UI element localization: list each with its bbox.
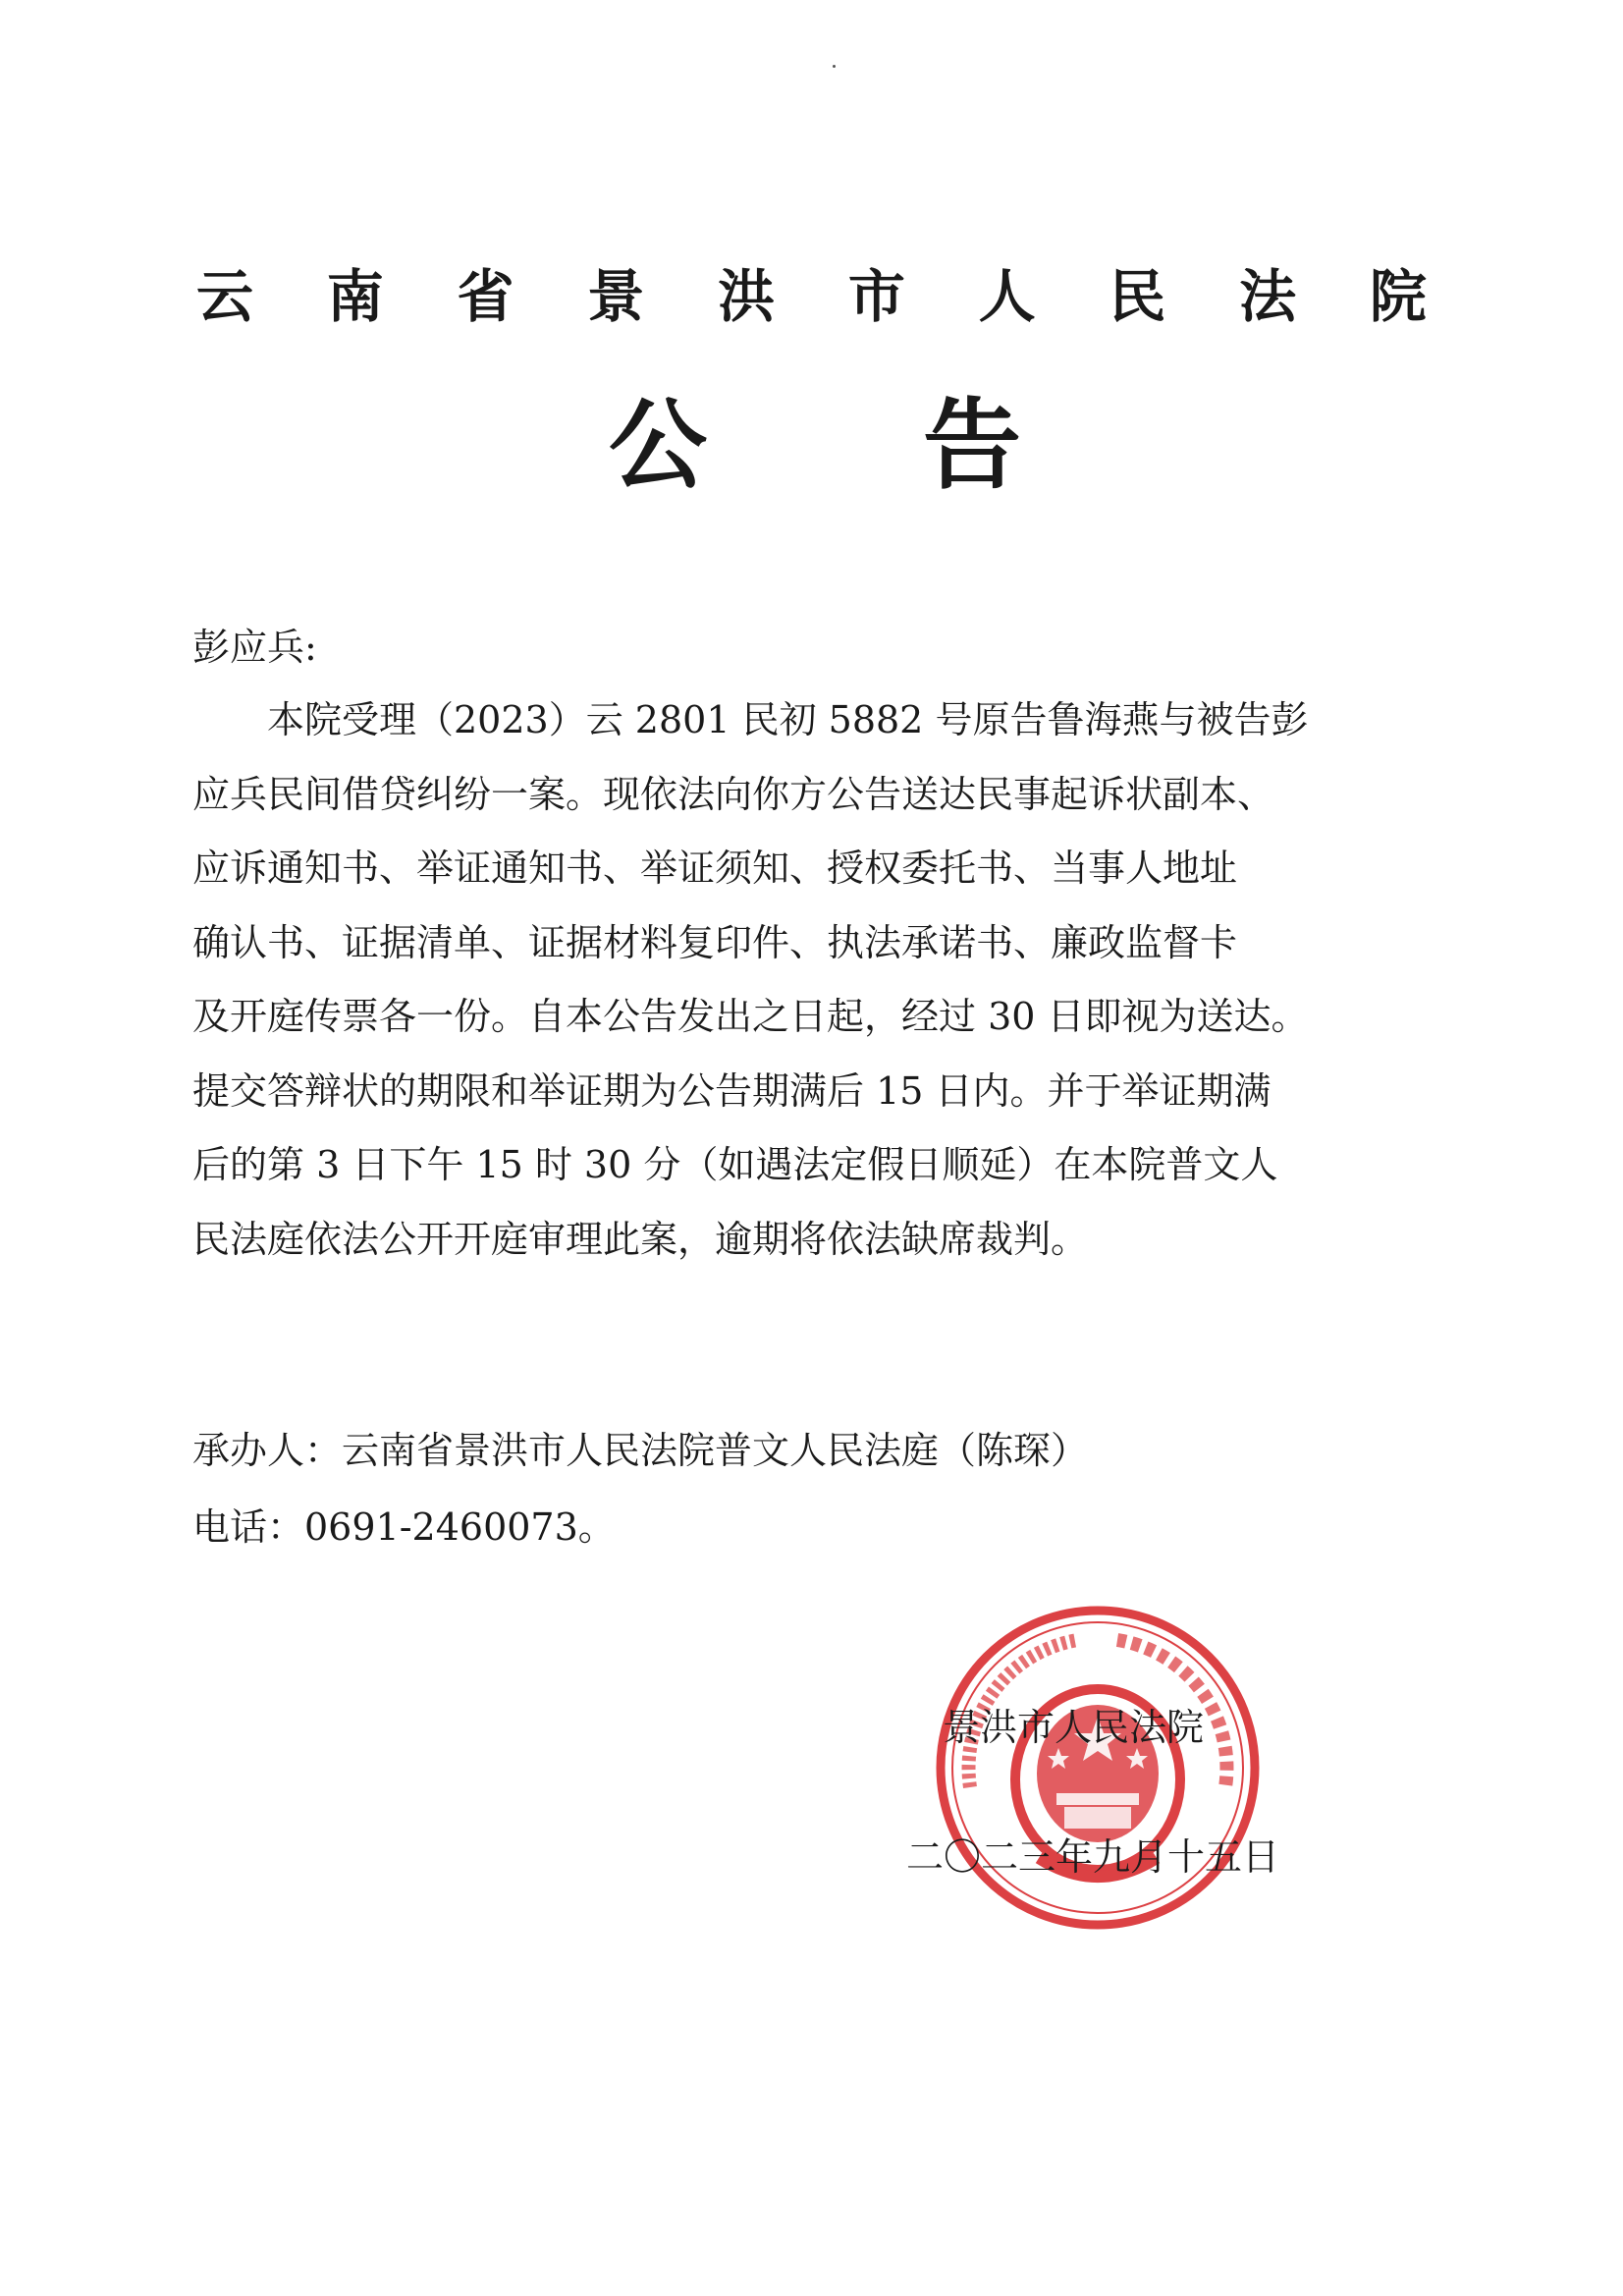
signature-date: 二〇二三年九月十五日 [906,1835,1280,1879]
body-line: 应诉通知书、举证通知书、举证须知、授权委托书、当事人地址 [192,847,1238,890]
notice-title [609,383,1021,503]
court-name-heading [196,257,1427,330]
body-line: 确认书、证据清单、证据材料复印件、执法承诺书、廉政监督卡 [192,920,1238,964]
court-name-char: 人 [978,263,1036,330]
court-name-char: 市 [847,263,905,330]
court-name-char: 洪 [718,263,776,330]
title-char: 告 [923,387,1021,503]
scan-speck [833,65,836,68]
contact-block [192,1426,1088,1579]
court-name-char: 省 [457,263,514,330]
phone-line: 电话：0691-2460073。 [192,1505,616,1549]
signature-court: 景洪市人民法院 [943,1706,1205,1749]
court-seal-icon [931,1601,1265,1935]
body-line: 提交答辩状的期限和举证期为公告期满后 15 日内。并于举证期满 [192,1068,1271,1113]
notice-body [192,695,1432,1288]
addressee: 彭应兵: [192,626,317,669]
court-name-char: 南 [326,263,384,330]
body-line: 应兵民间借贷纠纷一案。现依法向你方公告送达民事起诉状副本、 [192,772,1275,816]
court-name-char: 民 [1109,263,1166,330]
body-line: 及开庭传票各一份。自本公告发出之日起，经过 30 日即视为送达。 [192,995,1309,1038]
title-char: 公 [609,387,707,503]
court-name-char: 云 [196,263,254,330]
court-name-char: 法 [1239,263,1297,330]
handler-line: 承办人：云南省景洪市人民法院普文人民法庭（陈琛） [192,1429,1089,1472]
court-name-char: 景 [587,263,645,330]
body-line: 后的第 3 日下午 15 时 30 分（如遇法定假日顺延）在本院普文人 [192,1143,1278,1186]
body-line: 本院受理（2023）云 2801 民初 5882 号原告鲁海燕与被告彭 [267,698,1309,741]
body-line: 民法庭依法公开开庭审理此案，逾期将依法缺席裁判。 [192,1217,1089,1261]
court-name-char: 院 [1369,263,1427,330]
